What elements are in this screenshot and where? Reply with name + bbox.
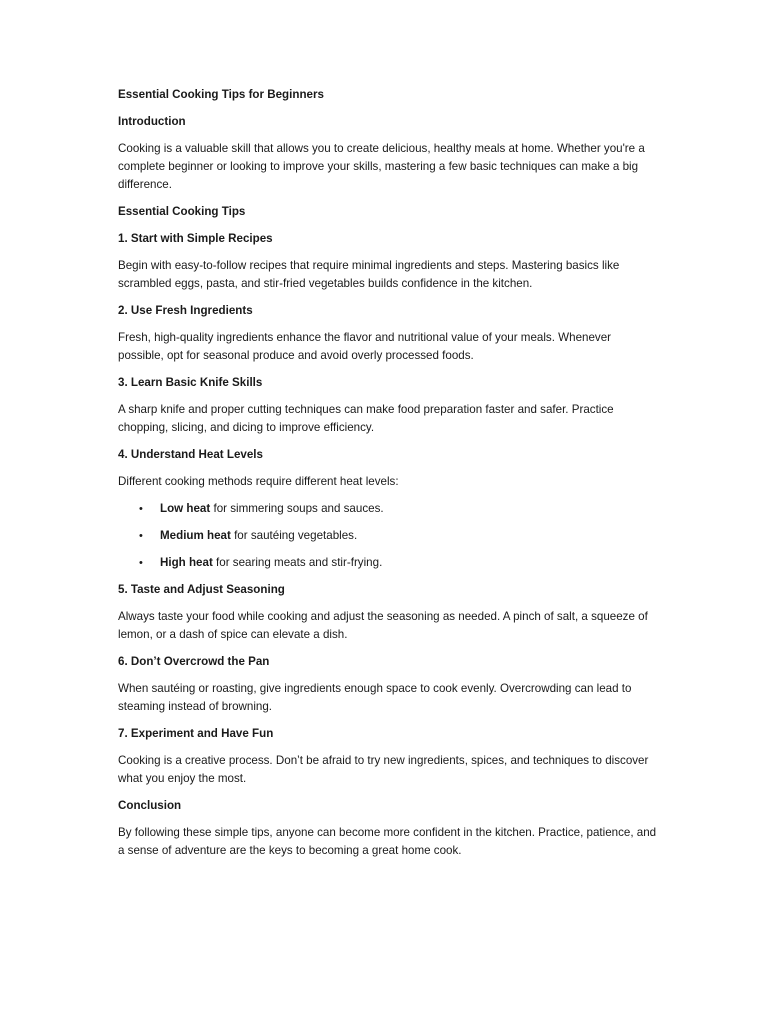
- tip-2-text: Fresh, high-quality ingredients enhance the flavor and nutritional value of your meals. Whenever possible, opt for seasonal produce and avoid overly processed foods.: [118, 331, 612, 362]
- list-item: [118, 527, 658, 545]
- heat-level-desc: for searing meats and stir-frying.: [212, 556, 383, 569]
- tip-7-text: Cooking is a creative process. Don’t be afraid to try new ingredients, spices, and techniques to discover what you enjoy the most.: [118, 754, 649, 785]
- list-item: [118, 554, 658, 572]
- heat-levels-list: [118, 500, 658, 572]
- bullet-icon: •: [139, 557, 143, 569]
- bullet-icon: •: [139, 530, 143, 542]
- heat-level-label: Medium heat: [160, 529, 231, 542]
- tip-5-heading: 5. Taste and Adjust Seasoning: [118, 583, 285, 596]
- intro-heading: Introduction: [118, 115, 186, 128]
- tip-4-text: Different cooking methods require different heat levels:: [118, 475, 399, 488]
- bullet-icon: •: [139, 503, 143, 515]
- tip-6-heading: 6. Don’t Overcrowd the Pan: [118, 655, 270, 668]
- document-title: Essential Cooking Tips for Beginners: [118, 88, 324, 101]
- conclusion-text: By following these simple tips, anyone can become more confident in the kitchen. Practice, patience, and a sense of adventure are the keys to becoming a great home cook.: [118, 826, 657, 857]
- tip-1-text: Begin with easy-to-follow recipes that require minimal ingredients and steps. Mastering basics like scrambled eggs, pasta, and stir-fried vegetables builds confidence in the kitchen.: [118, 259, 620, 290]
- conclusion-heading: Conclusion: [118, 799, 182, 812]
- heat-level-desc: for simmering soups and sauces.: [210, 502, 384, 515]
- tip-3-text: A sharp knife and proper cutting techniques can make food preparation faster and safer. Practice chopping, slicing, and dicing to improve efficiency.: [118, 403, 614, 434]
- tip-1-heading: 1. Start with Simple Recipes: [118, 232, 273, 245]
- tip-4-heading: 4. Understand Heat Levels: [118, 448, 263, 461]
- tips-heading: Essential Cooking Tips: [118, 205, 246, 218]
- tip-5-text: Always taste your food while cooking and adjust the seasoning as needed. A pinch of salt, a squeeze of lemon, or a dash of spice can elevate a dish.: [118, 610, 648, 641]
- tip-2-heading: 2. Use Fresh Ingredients: [118, 304, 253, 317]
- list-item: [118, 500, 658, 518]
- heat-level-label: High heat: [160, 556, 213, 569]
- tip-6-text: When sautéing or roasting, give ingredients enough space to cook evenly. Overcrowding can lead to steaming instead of browning.: [118, 682, 632, 713]
- document-page: [118, 86, 658, 869]
- tip-3-heading: 3. Learn Basic Knife Skills: [118, 376, 263, 389]
- intro-text: Cooking is a valuable skill that allows you to create delicious, healthy meals at home. Whether you're a complete beginner or looking to improve your skills, mastering a few basic techniques can make a big difference.: [118, 142, 645, 191]
- tip-7-heading: 7. Experiment and Have Fun: [118, 727, 274, 740]
- heat-level-label: Low heat: [160, 502, 211, 515]
- heat-level-desc: for sautéing vegetables.: [230, 529, 358, 542]
